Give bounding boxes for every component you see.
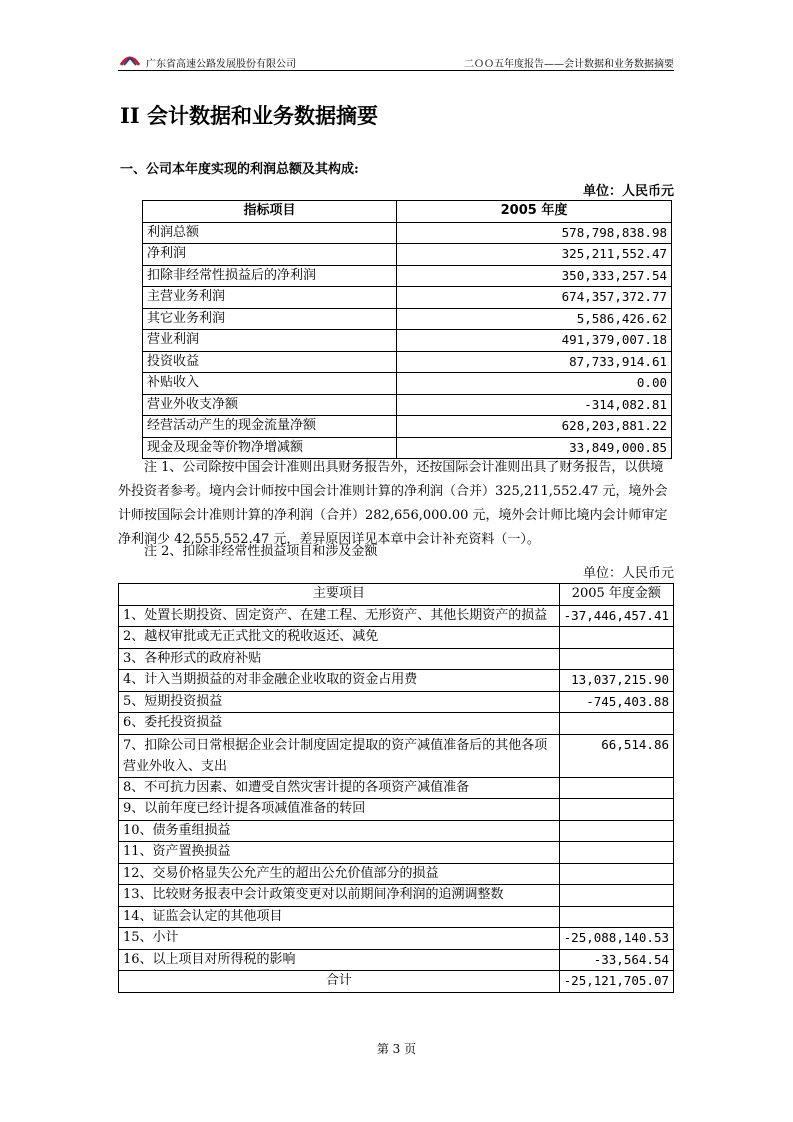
table-row <box>119 820 674 842</box>
column-header: 指标项目 <box>143 201 397 223</box>
page-header <box>118 52 674 71</box>
table-row <box>143 330 672 352</box>
item-value <box>559 842 673 864</box>
item-label: 13、比较财务报表中会计政策变更对以前期间净利润的追溯调整数 <box>119 885 560 907</box>
table-row <box>143 351 672 373</box>
item-value: 491,379,007.18 <box>397 330 672 352</box>
non-recurring-table <box>118 583 674 993</box>
column-header: 2005 年度金额 <box>559 584 673 606</box>
table-row <box>119 605 674 627</box>
item-label: 利润总额 <box>143 222 397 244</box>
item-label: 营业利润 <box>143 330 397 352</box>
item-value: -25,088,140.53 <box>559 928 673 950</box>
total-label: 合计 <box>119 971 560 993</box>
item-value <box>559 648 673 670</box>
item-value: 578,798,838.98 <box>397 222 672 244</box>
table-row <box>143 265 672 287</box>
table-row <box>119 691 674 713</box>
item-value <box>559 799 673 821</box>
item-label: 15、小计 <box>119 928 560 950</box>
total-value: -25,121,705.07 <box>559 971 673 993</box>
item-value <box>559 777 673 799</box>
table-row <box>119 863 674 885</box>
table-row <box>119 713 674 735</box>
column-header: 主要项目 <box>119 584 560 606</box>
company-logo-icon <box>120 54 140 66</box>
table-row <box>119 842 674 864</box>
item-label: 14、证监会认定的其他项目 <box>119 906 560 928</box>
table-row <box>119 885 674 907</box>
table-row <box>143 244 672 266</box>
item-label: 投资收益 <box>143 351 397 373</box>
item-label: 7、扣除公司日常根据企业会计制度固定提取的资产减值准备后的其他各项营业外收入、支出 <box>119 734 560 777</box>
item-value <box>559 906 673 928</box>
table-row <box>119 627 674 649</box>
item-label: 16、以上项目对所得税的影响 <box>119 949 560 971</box>
profit-table <box>142 200 672 459</box>
item-label: 补贴收入 <box>143 373 397 395</box>
item-label: 经营活动产生的现金流量净额 <box>143 416 397 438</box>
item-label: 6、委托投资损益 <box>119 713 560 735</box>
item-label: 1、处置长期投资、固定资产、在建工程、无形资产、其他长期资产的损益 <box>119 605 560 627</box>
table-row <box>143 287 672 309</box>
item-value: -314,082.81 <box>397 394 672 416</box>
note-2: 注 2、扣除非经常性损益项目和涉及金额 <box>144 544 378 559</box>
item-value: 628,203,881.22 <box>397 416 672 438</box>
item-label: 8、不可抗力因素、如遭受自然灾害计提的各项资产减值准备 <box>119 777 560 799</box>
table-row <box>143 416 672 438</box>
item-value: 87,733,914.61 <box>397 351 672 373</box>
section-heading: 一、公司本年度实现的利润总额及其构成: <box>120 162 359 177</box>
item-label: 净利润 <box>143 244 397 266</box>
item-label: 其它业务利润 <box>143 308 397 330</box>
table-row <box>119 949 674 971</box>
unit-label: 单位：人民币元 <box>582 184 674 199</box>
item-label: 12、交易价格显失公允产生的超出公允价值部分的损益 <box>119 863 560 885</box>
item-value <box>559 820 673 842</box>
item-value: 5,586,426.62 <box>397 308 672 330</box>
table-row <box>119 906 674 928</box>
item-value: -37,446,457.41 <box>559 605 673 627</box>
item-value <box>559 863 673 885</box>
table-row <box>119 648 674 670</box>
item-label: 扣除非经常性损益后的净利润 <box>143 265 397 287</box>
item-label: 11、资产置换损益 <box>119 842 560 864</box>
item-value: 674,357,372.77 <box>397 287 672 309</box>
table-row <box>143 373 672 395</box>
page-number: 第 3 页 <box>376 1042 417 1056</box>
item-value: -33,564.54 <box>559 949 673 971</box>
note-1: 注 1、公司除按中国会计准则出具财务报告外，还按国际会计准则出具了财务报告，以供境外投资者参考。境内会计师按中国会计准则计算的净利润（合并）325,211,552.47 元，境外会计师按国际会计准则计算的净利润（合并）282,656,000.00 元，境外会计师比境内会计师审定净利润少 42,555,552.47 元，差异原因详见本章中会计补充资料（一）。 <box>118 460 668 547</box>
table-row <box>119 734 674 777</box>
item-value <box>559 627 673 649</box>
item-value: 350,333,257.54 <box>397 265 672 287</box>
page-title: II 会计数据和业务数据摘要 <box>120 103 378 128</box>
item-value <box>559 885 673 907</box>
item-value: 0.00 <box>397 373 672 395</box>
table-row <box>119 928 674 950</box>
item-label: 3、各种形式的政府补贴 <box>119 648 560 670</box>
item-value: 33,849,000.85 <box>397 437 672 459</box>
item-label: 5、短期投资损益 <box>119 691 560 713</box>
table-row <box>119 670 674 692</box>
item-label: 9、以前年度已经计提各项减值准备的转回 <box>119 799 560 821</box>
company-name: 广东省高速公路发展股份有限公司 <box>146 59 296 70</box>
item-label: 4、计入当期损益的对非金融企业收取的资金占用费 <box>119 670 560 692</box>
column-header: 2005 年度 <box>397 201 672 223</box>
item-value: 66,514.86 <box>559 734 673 777</box>
item-label: 主营业务利润 <box>143 287 397 309</box>
item-label: 10、债务重组损益 <box>119 820 560 842</box>
item-label: 现金及现金等价物净增减额 <box>143 437 397 459</box>
table-row <box>143 394 672 416</box>
item-value <box>559 713 673 735</box>
total-row <box>119 971 674 993</box>
table-row <box>143 308 672 330</box>
item-label: 2、越权审批或无正式批文的税收返还、减免 <box>119 627 560 649</box>
item-label: 营业外收支净额 <box>143 394 397 416</box>
table-row <box>119 799 674 821</box>
report-title: 二ＯＯ五年度报告——会计数据和业务数据摘要 <box>464 59 674 70</box>
table-row <box>143 222 672 244</box>
unit-label: 单位：人民币元 <box>582 566 674 581</box>
item-value: 325,211,552.47 <box>397 244 672 266</box>
table-row <box>119 777 674 799</box>
item-value: 13,037,215.90 <box>559 670 673 692</box>
item-value: -745,403.88 <box>559 691 673 713</box>
